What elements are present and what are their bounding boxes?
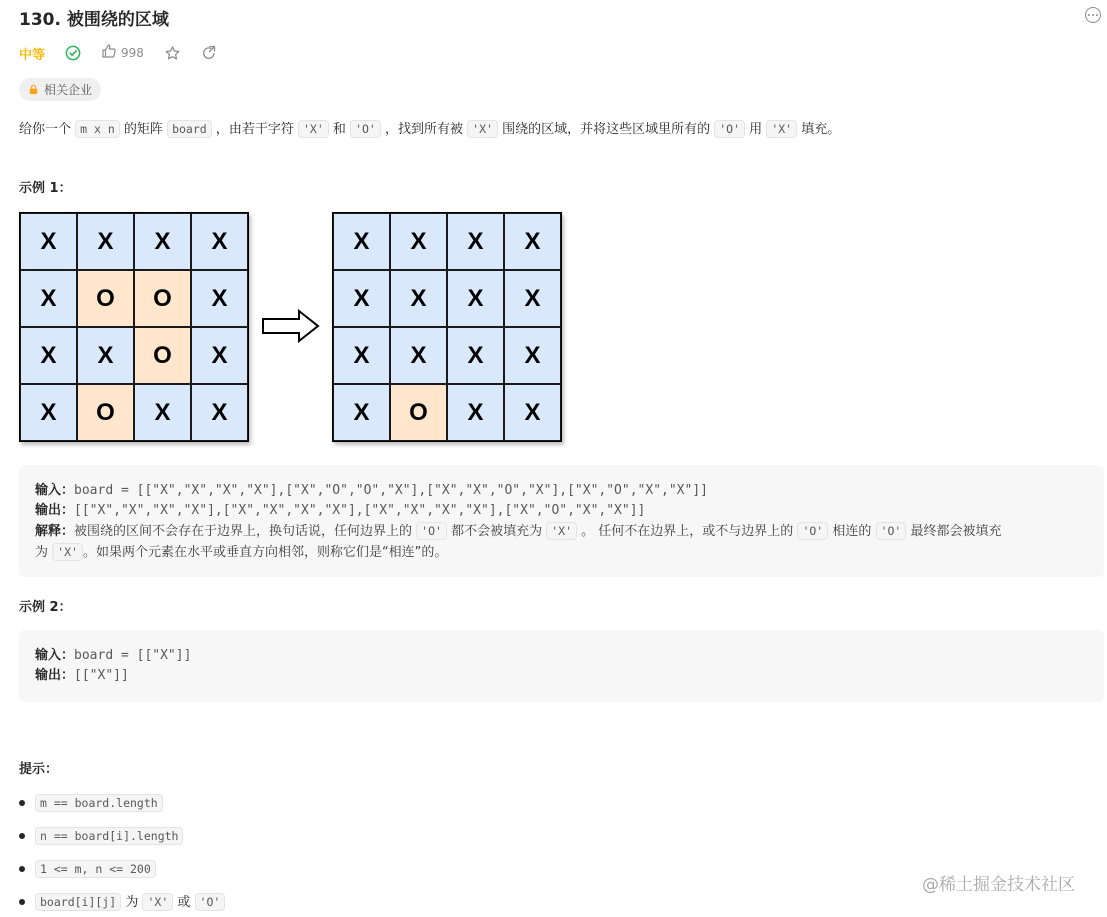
output-label: 输出： [35, 668, 75, 683]
explain-label: 解释： [35, 524, 75, 539]
board-cell: X [447, 270, 504, 327]
example-2-heading: 示例 2： [19, 600, 72, 615]
check-circle-icon [65, 45, 81, 61]
board-cell: X [333, 213, 390, 270]
board-cell: X [191, 327, 248, 384]
board-cell: X [20, 384, 77, 441]
board-cell: X [504, 270, 561, 327]
problem-description [19, 119, 840, 140]
thumb-up-icon [101, 43, 117, 63]
inline-code: 'O' [797, 522, 828, 540]
inline-code: 'X' [467, 120, 498, 138]
board-cell: X [447, 384, 504, 441]
board-cell: X [134, 384, 191, 441]
board-cell: O [390, 384, 447, 441]
board-cell: X [447, 213, 504, 270]
board-cell: X [504, 327, 561, 384]
inline-code: m x n [75, 120, 120, 138]
board-cell: X [333, 384, 390, 441]
explain-text: 。如果两个元素在水平或垂直方向相邻，则称它们是“相连”的。 [82, 545, 448, 560]
input-label: 输入： [35, 483, 75, 498]
input-board-grid [19, 212, 249, 442]
input-value: board = [["X"]] [74, 648, 192, 663]
board-cell: O [77, 384, 134, 441]
board-cell: X [191, 213, 248, 270]
board-cell: X [447, 327, 504, 384]
inline-code: 'X' [298, 120, 329, 138]
example-2-block [19, 630, 1104, 702]
explain-text: 被围绕的区间不会存在于边界上，换句话说，任何边界上的 [74, 524, 413, 539]
output-value: [["X"]] [74, 668, 129, 683]
inline-code: board[i][j] [35, 893, 121, 911]
inline-code: 'X' [546, 522, 577, 540]
list-text: 或 [177, 895, 191, 910]
desc-text: 围绕的区域，并将这些区域里所有的 [502, 122, 711, 137]
board-cell: X [504, 213, 561, 270]
inline-code: board [167, 120, 212, 138]
share-icon[interactable] [201, 45, 217, 61]
inline-code: 'O' [416, 522, 447, 540]
output-board-grid [332, 212, 562, 442]
board-cell: X [191, 384, 248, 441]
constraints-heading: 提示： [19, 762, 59, 777]
desc-text: 和 [332, 122, 346, 137]
inline-code: 'X' [766, 120, 797, 138]
board-cell: O [134, 327, 191, 384]
problem-meta [19, 43, 237, 63]
desc-text: 用 [749, 122, 763, 137]
desc-text: ，由若干字符 [215, 122, 294, 137]
inline-code: 'O' [350, 120, 381, 138]
explain-text: 相连的 [832, 524, 872, 539]
like-button[interactable] [101, 43, 144, 63]
lock-icon [28, 84, 39, 95]
inline-code: 'X' [52, 543, 83, 561]
board-cell: X [504, 384, 561, 441]
company-tag[interactable] [19, 78, 101, 101]
list-item [19, 823, 225, 856]
board-cell: X [20, 327, 77, 384]
tag-label: 相关企业 [44, 83, 93, 97]
difficulty-badge: 中等 [19, 47, 46, 63]
inline-code: 'O' [195, 893, 226, 911]
desc-text: 给你一个 [19, 122, 72, 137]
board-cell: X [390, 213, 447, 270]
explain-text: 为 [35, 545, 49, 560]
desc-text: 填充。 [801, 122, 841, 137]
explain-text: 。 任何不在边界上，或不与边界上的 [581, 524, 794, 539]
board-cell: X [333, 270, 390, 327]
board-cell: X [390, 270, 447, 327]
watermark: @稀土掘金技术社区 [922, 875, 1075, 895]
inline-code: 1 <= m, n <= 200 [35, 860, 156, 878]
arrow-right-icon [261, 309, 321, 347]
input-label: 输入： [35, 648, 75, 663]
board-cell: X [20, 213, 77, 270]
example-1-heading: 示例 1： [19, 181, 72, 196]
board-cell: O [134, 270, 191, 327]
example-1-block [19, 465, 1104, 577]
inline-code: 'X' [142, 893, 173, 911]
list-item [19, 889, 225, 917]
board-cell: X [77, 327, 134, 384]
output-value: [["X","X","X","X"],["X","X","X","X"],["X","X","X","X"],["X","O","X","X"]] [74, 503, 646, 518]
explain-text: 都不会被填充为 [451, 524, 543, 539]
input-value: board = [["X","X","X","X"],["X","O","O","X"],["X","X","O","X"],["X","O","X","X"]] [74, 483, 708, 498]
explain-text: 最终都会被填充 [910, 524, 1002, 539]
problem-title: 130. 被围绕的区域 [19, 10, 169, 30]
desc-text: 的矩阵 [123, 122, 163, 137]
board-cell: X [20, 270, 77, 327]
board-cell: X [191, 270, 248, 327]
inline-code: m == board.length [35, 794, 163, 812]
star-icon[interactable] [164, 45, 181, 62]
list-text: 为 [125, 895, 139, 910]
more-icon[interactable] [1085, 7, 1101, 23]
board-cell: X [134, 213, 191, 270]
inline-code: 'O' [876, 522, 907, 540]
board-cell: O [77, 270, 134, 327]
board-cell: X [390, 327, 447, 384]
list-item [19, 856, 225, 889]
constraints-list [19, 790, 225, 917]
inline-code: 'O' [714, 120, 745, 138]
board-cell: X [333, 327, 390, 384]
list-item [19, 790, 225, 823]
like-count: 998 [121, 46, 144, 60]
board-cell: X [77, 213, 134, 270]
output-label: 输出： [35, 503, 75, 518]
inline-code: n == board[i].length [35, 827, 183, 845]
desc-text: ，找到所有被 [385, 122, 464, 137]
